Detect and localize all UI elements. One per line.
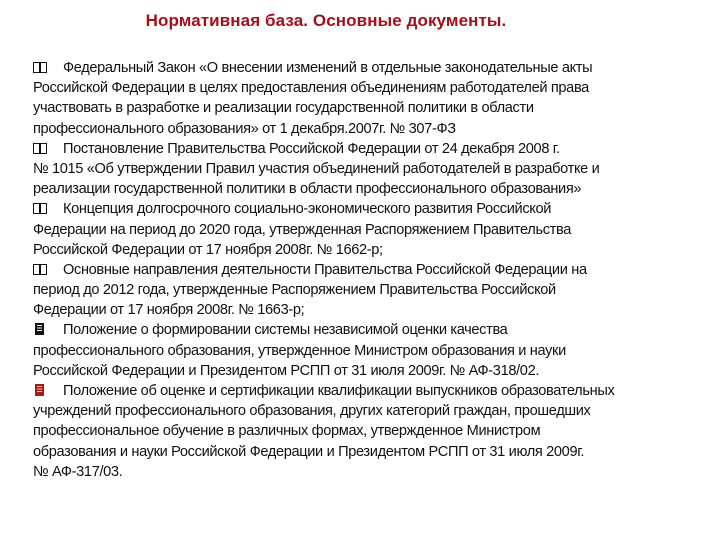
line-text: Основные направления деятельности Правительства Российской Федерации на [63,261,587,278]
text-line [33,442,713,462]
book-icon [33,143,47,154]
text-line [33,341,713,361]
line-text: период до 2012 года, утвержденные Распоряжением Правительства Российской [33,282,556,299]
line-text: № АФ-317/03. [33,463,123,480]
text-line [33,199,713,219]
line-text: Российской Федерации и Президентом РСПП от 31 июля 2009г. № АФ-318/02. [33,362,540,379]
document-item [33,139,713,200]
page-title: Нормативная база. Основные документы. [145,11,507,30]
text-line [33,401,713,421]
line-text: участвовать в разработке и реализации государственной политики в области [33,100,534,117]
line-text: Положение о формировании системы независимой оценки качества [63,322,508,339]
document-list [33,58,713,482]
line-text: профессионального образования» от 1 декабря.2007г. № 307-ФЗ [33,120,456,137]
text-line [33,119,713,139]
line-text: Федеральный Закон «О внесении изменений в отдельные законодательные акты [63,60,593,76]
document-item [33,381,713,482]
book-icon [33,62,47,73]
text-line [33,381,713,401]
line-text: учреждений профессионального образования, других категорий граждан, прошедших [33,403,591,420]
document-item [33,260,713,321]
text-line [33,361,713,381]
text-line [33,260,713,280]
document-item [33,320,713,381]
document-icon-red [35,384,44,396]
text-line [33,98,713,118]
text-line [33,240,713,260]
line-text: профессионального образования, утвержденное Министром образования и науки [33,342,566,359]
line-text: реализации государственной политики в области профессионального образования» [33,181,582,198]
text-line [33,78,713,98]
document-icon [35,323,44,335]
line-text: Российской Федерации в целях предоставления объединениям работодателей права [33,80,589,97]
text-line [33,58,713,78]
line-text: Российской Федерации от 17 ноября 2008г. № 1662-р; [33,241,383,258]
text-line [33,159,713,179]
text-line [33,179,713,199]
book-icon [33,203,47,214]
line-text: Положение об оценке и сертификации квалификации выпускников образовательных [63,383,615,399]
text-line [33,220,713,240]
line-text: Федерации на период до 2020 года, утвержденная Распоряжением Правительства [33,221,572,238]
line-text: профессиональное обучение в различных формах, утвержденное Министром [33,423,541,440]
line-text: Постановление Правительства Российской Федерации от 24 декабря 2008 г. [63,140,560,157]
book-icon [33,264,47,275]
text-line [33,421,713,441]
line-text: Федерации от 17 ноября 2008г. № 1663-р; [33,302,305,319]
document-item [33,58,713,139]
text-line [33,300,713,320]
line-text: № 1015 «Об утверждении Правил участия объединений работодателей в разработке и [33,160,600,177]
line-text: Концепция долгосрочного социально-экономического развития Российской [63,201,552,218]
text-line [33,320,713,340]
document-item [33,199,713,260]
text-line [33,139,713,159]
text-line [33,462,713,482]
line-text: образования и науки Российской Федерации и Президентом РСПП от 31 июля 2009г. [33,443,585,460]
text-line [33,280,713,300]
